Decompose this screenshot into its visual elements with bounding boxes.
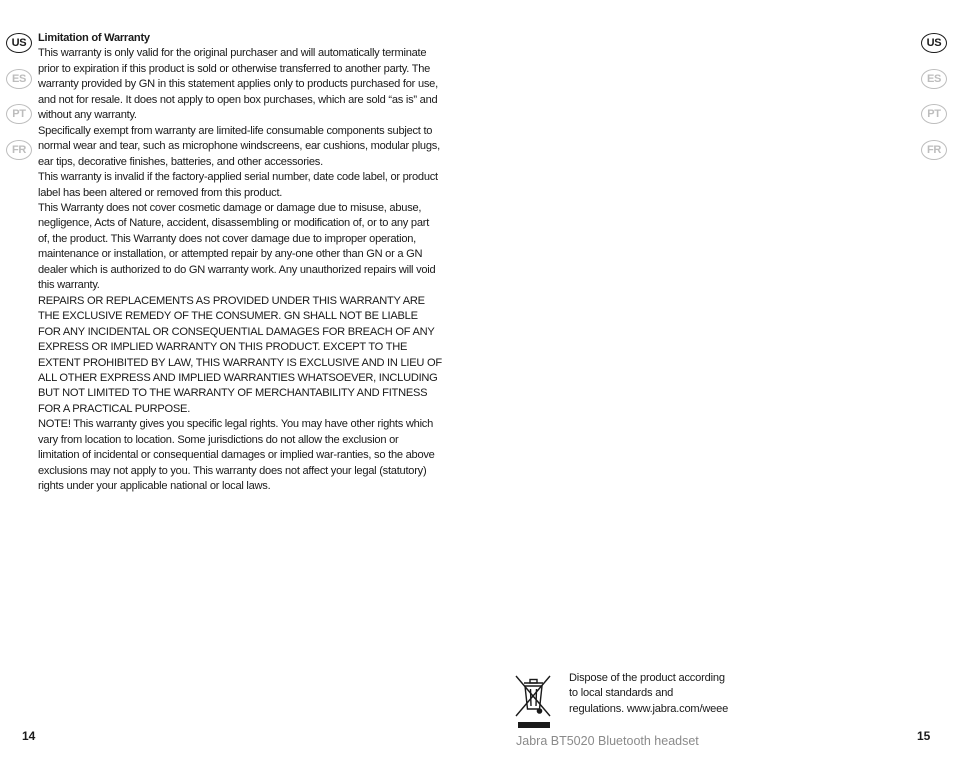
paragraph-validity: This warranty is only valid for the original purchaser and will automatically terminate prior to expiration if this product is sold or otherwise transferred to another party. The warranty provided by GN in this statement applies only to products purchased for use, and not for resale. It does not apply to open box purchases, which are sold “as is” and without any warranty. bbox=[38, 47, 438, 122]
section-title: Limitation of Warranty bbox=[38, 32, 150, 44]
page-number-right: 15 bbox=[917, 729, 931, 743]
lang-badge-pt[interactable]: PT bbox=[921, 104, 947, 124]
lang-badge-fr[interactable]: FR bbox=[6, 140, 32, 160]
warranty-section bbox=[38, 31, 442, 495]
lang-badge-es[interactable]: ES bbox=[921, 69, 947, 89]
weee-crossed-bin-icon bbox=[514, 674, 552, 730]
paragraph-note: NOTE! This warranty gives you specific legal rights. You may have other rights which vary from location to location. Some jurisdictions do not allow the exclusion or limitation of incidental or consequential damages or implied war-ranties, so the above exclusions may not apply to you. This warranty does not affect your legal (statutory) rights under your applicable national or local laws. bbox=[38, 418, 435, 493]
paragraph-remedy: REPAIRS OR REPLACEMENTS AS PROVIDED UNDER THIS WARRANTY ARE THE EXCLUSIVE REMEDY OF THE CONSUMER. GN SHALL NOT BE LIABLE FOR ANY INCIDENTAL OR CONSEQUENTIAL DAMAGES FOR BREACH OF ANY EXPRESS OR IMPLIED WARRANTY ON THIS PRODUCT. EXCEPT TO THE EXTENT PROHIBITED BY LAW, THIS WARRANTY IS EXCLUSIVE AND IN LIEU OF ALL OTHER EXPRESS AND IMPLIED WARRANTIES WHATSOEVER, INCLUDING BUT NOT LIMITED TO THE WARRANTY OF MERCHANTABILITY AND FITNESS FOR A PRACTICAL PURPOSE. bbox=[38, 294, 442, 415]
language-tabs-left bbox=[6, 33, 32, 175]
lang-badge-pt[interactable]: PT bbox=[6, 104, 32, 124]
lang-badge-us[interactable]: US bbox=[921, 33, 947, 53]
paragraph-serial: This warranty is invalid if the factory-applied serial number, date code label, or product label has been altered or removed from this product. bbox=[38, 171, 438, 199]
paragraph-exempt: Specifically exempt from warranty are limited-life consumable components subject to normal wear and tear, such as microphone windscreens, ear cushions, modular plugs, ear tips, decorative finishes, batteries, and other accessories. bbox=[38, 124, 440, 168]
lang-badge-es[interactable]: ES bbox=[6, 69, 32, 89]
page-number-left: 14 bbox=[22, 729, 36, 743]
paragraph-damage: This Warranty does not cover cosmetic damage or damage due to misuse, abuse, negligence, Acts of Nature, accident, disassembling or modification of, or to any part of, the product. This Warranty does not cover damage due to improper operation, maintenance or installation, or attempted repair by any-one other than GN or a GN dealer which is authorized to do GN warranty work. Any unauthorized repairs will void this warranty. bbox=[38, 201, 436, 292]
lang-badge-us[interactable]: US bbox=[6, 33, 32, 53]
dispose-instructions: Dispose of the product according to local standards and regulations. www.jabra.com/weee bbox=[569, 672, 729, 715]
language-tabs-right bbox=[921, 33, 947, 175]
footer-product-title: Jabra BT5020 Bluetooth headset bbox=[516, 734, 699, 748]
lang-badge-fr[interactable]: FR bbox=[921, 140, 947, 160]
